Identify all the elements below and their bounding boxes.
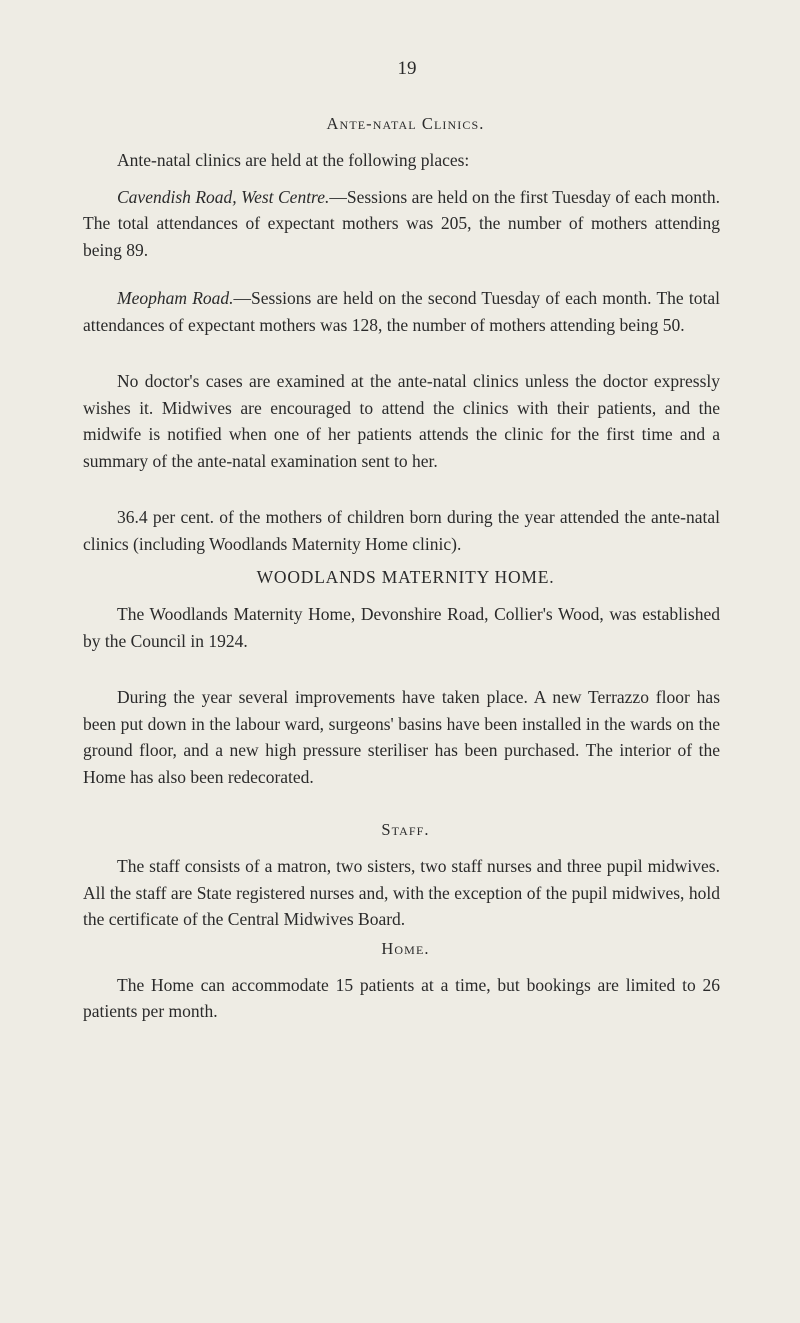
home-heading: Home. [381,938,430,958]
cavendish-title: Cavendish Road, West Centre. [117,186,330,207]
meopham-title: Meopham Road. [117,288,234,308]
meopham-text: —Sessions are held on the second Tuesday of each month. The total attendances of expectant mothers was 128, the number of mothers attending being 50. [83,288,720,335]
page-number: 19 [397,58,417,79]
woodlands-improvements-paragraph: During the year several improvements have taken place. A new Terrazzo floor has been put down in the labour ward, surgeons' basins have been installed in the wards on the ground floor, and a new high pressure steriliser has been purchased. The interior of the Home has also been redecorated. [83,687,720,787]
percentage-paragraph: 36.4 per cent. of the mothers of children born during the year attended the ante-natal clinics (including Woodlands Maternity Home clinic). [83,507,720,554]
home-paragraph: The Home can accommodate 15 patients at a time, but bookings are limited to 26 patients per month. [83,974,720,1021]
meopham-paragraph [83,285,720,338]
cavendish-text: —Sessions are held on the first Tuesday of each month. The total attendances of expectant mothers was 205, the number of mothers attending being 89. [83,186,720,260]
cavendish-paragraph [83,184,720,264]
antenatal-heading: Ante-natal Clinics. [326,114,485,133]
woodlands-established-paragraph: The Woodlands Maternity Home, Devonshire Road, Collier's Wood, was established by the Council in 1924. [83,604,720,651]
antenatal-intro: Ante-natal clinics are held at the following places: [117,150,470,170]
doctors-cases-paragraph: No doctor's cases are examined at the ante-natal clinics unless the doctor expressly wishes it. Midwives are encouraged to attend the clinics with their patients, and the midwife is notified when one of her patients attends the clinic for the first time and a summary of the ante-natal examination sent to her. [83,371,720,471]
woodlands-heading: WOODLANDS MATERNITY HOME. [256,567,555,587]
staff-paragraph: The staff consists of a matron, two sisters, two staff nurses and three pupil midwives. All the staff are State registered nurses and, with the exception of the pupil midwives, hold the certificate of the Central Midwives Board. [83,856,720,929]
staff-heading: Staff. [381,820,430,839]
